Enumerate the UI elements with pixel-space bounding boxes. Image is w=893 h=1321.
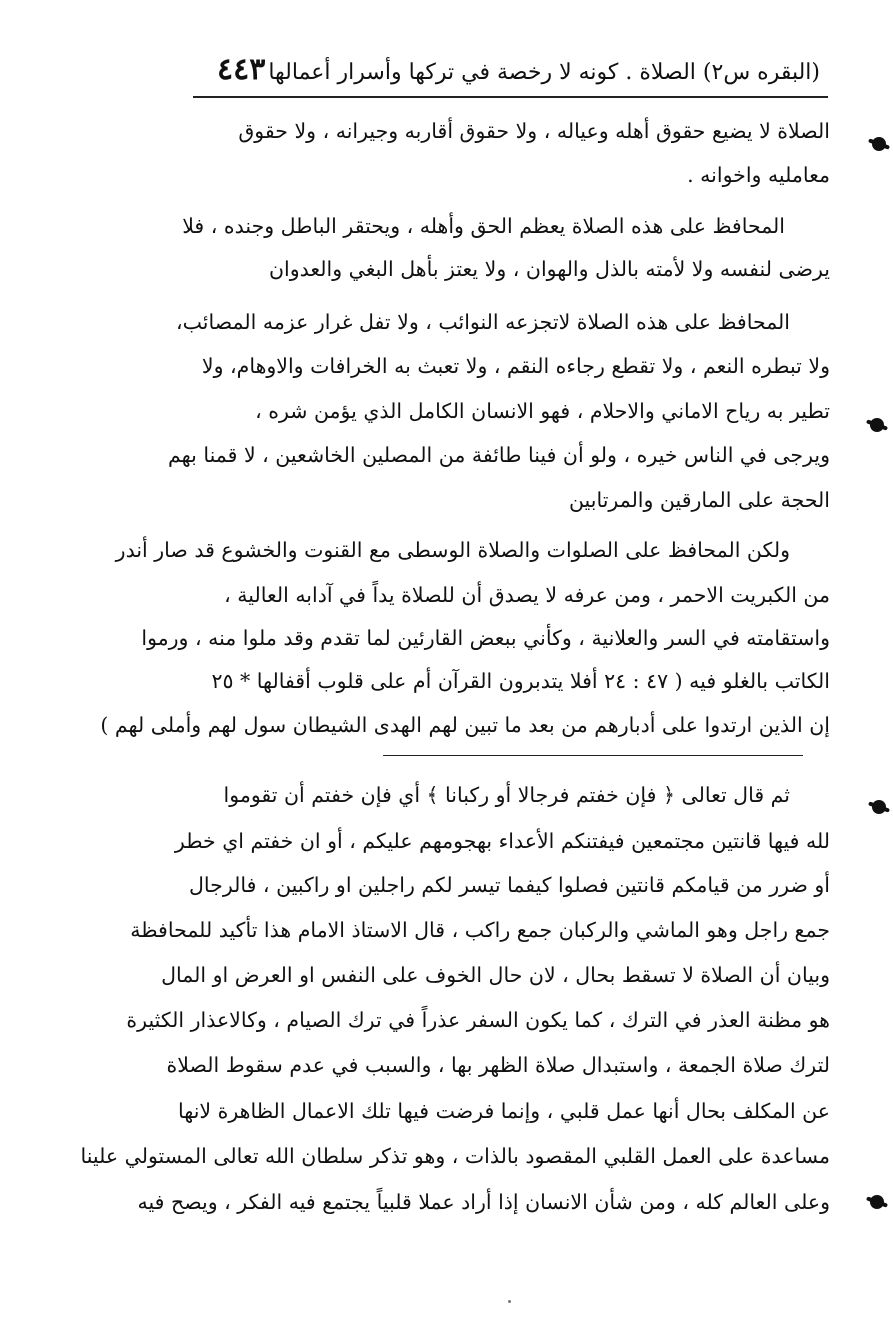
text-line: مساعدة على العمل القلبي المقصود بالذات ، وهو تذكر سلطان الله تعالى المستولي علينا <box>80 1144 830 1168</box>
text-line: جمع راجل وهو الماشي والركبان جمع راكب ، قال الاستاذ الامام هذا تأكيد للمحافظة <box>130 918 830 942</box>
text-line: المحافظ على هذه الصلاة يعظم الحق وأهله ، ويحتقر الباطل وجنده ، فلا <box>182 214 785 238</box>
text-line: هو مظنة العذر في الترك ، كما يكون السفر عذراً في ترك الصيام ، وكالاعذار الكثيرة <box>126 1008 830 1032</box>
page-header <box>195 50 820 94</box>
text-line: لترك صلاة الجمعة ، واستبدال صلاة الظهر بها ، والسبب في عدم سقوط الصلاة <box>166 1053 830 1077</box>
text-line: معامليه واخوانه . <box>687 163 830 187</box>
text-line: يرضى لنفسه ولا لأمته بالذل والهوان ، ولا يعتز بأهل البغي والعدوان <box>268 257 830 281</box>
text-line: ولكن المحافظ على الصلوات والصلاة الوسطى مع القنوت والخشوع قد صار أندر <box>115 538 790 562</box>
text-line: ويرجى في الناس خيره ، ولو أن فينا طائفة من المصلين الخاشعين ، لا قمنا بهم <box>168 443 830 467</box>
text-line: إن الذين ارتدوا على أدبارهم من بعد ما تبين لهم الهدى الشيطان سول لهم وأملى لهم ) <box>100 713 830 737</box>
text-line: المحافظ على هذه الصلاة لاتجزعه النوائب ، ولا تفل غرار عزمه المصائب، <box>176 310 790 334</box>
text-line: الحجة على المارقين والمرتابين <box>568 488 830 512</box>
text-line: وعلى العالم كله ، ومن شأن الانسان إذا أراد عملا قلبياً يجتمع فيه الفكر ، ويصح فيه <box>137 1190 830 1214</box>
text-line: وبيان أن الصلاة لا تسقط بحال ، لان حال الخوف على النفس او العرض او المال <box>161 963 830 987</box>
binding-hole-mark <box>872 800 886 814</box>
text-line: ثم قال تعالى ﴿ فإن خفتم فرجالا أو ركبانا ﴾ أي فإن خفتم أن تقوموا <box>223 783 790 807</box>
text-line: تطير به رياح الاماني والاحلام ، فهو الانسان الكامل الذي يؤمن شره ، <box>255 399 830 423</box>
text-line: واستقامته في السر والعلانية ، وكأني ببعض القارئين لما تقدم وقد ملوا منه ، ورموا <box>141 626 830 650</box>
footnote-divider <box>383 755 803 756</box>
binding-hole-mark <box>870 418 884 432</box>
header-rule <box>193 96 828 98</box>
text-line: الكاتب بالغلو فيه ( ٤٧ : ٢٤ أفلا يتدبرون القرآن أم على قلوب أقفالها * ٢٥ <box>211 669 830 693</box>
text-line: أو ضرر من قيامكم قانتين فصلوا كيفما تيسر لكم راجلين او راكبين ، فالرجال <box>189 873 830 897</box>
text-line: ولا تبطره النعم ، ولا تقطع رجاءه النقم ، ولا تعبث به الخرافات والاوهام، ولا <box>201 354 830 378</box>
binding-hole-mark <box>870 1195 884 1209</box>
text-line: الصلاة لا يضيع حقوق أهله وعياله ، ولا حقوق أقاربه وجيرانه ، ولا حقوق <box>238 119 830 143</box>
running-title: (البقره س٢) الصلاة . كونه لا رخصة في تركها وأسرار أعمالها <box>268 59 820 85</box>
page-number: ٤٤٣ <box>217 52 266 87</box>
text-line: لله فيها قانتين مجتمعين فيفتنكم الأعداء بهجومهم عليكم ، أو ان خفتم اي خطر <box>174 829 830 853</box>
text-line: عن المكلف بحال أنها عمل قلبي ، وإنما فرضت فيها تلك الاعمال الظاهرة لانها <box>178 1099 830 1123</box>
binding-hole-mark <box>872 137 886 151</box>
text-line: من الكبريت الاحمر ، ومن عرفه لا يصدق أن للصلاة يداً في آدابه العالية ، <box>224 583 830 607</box>
scan-speck <box>508 1300 511 1303</box>
